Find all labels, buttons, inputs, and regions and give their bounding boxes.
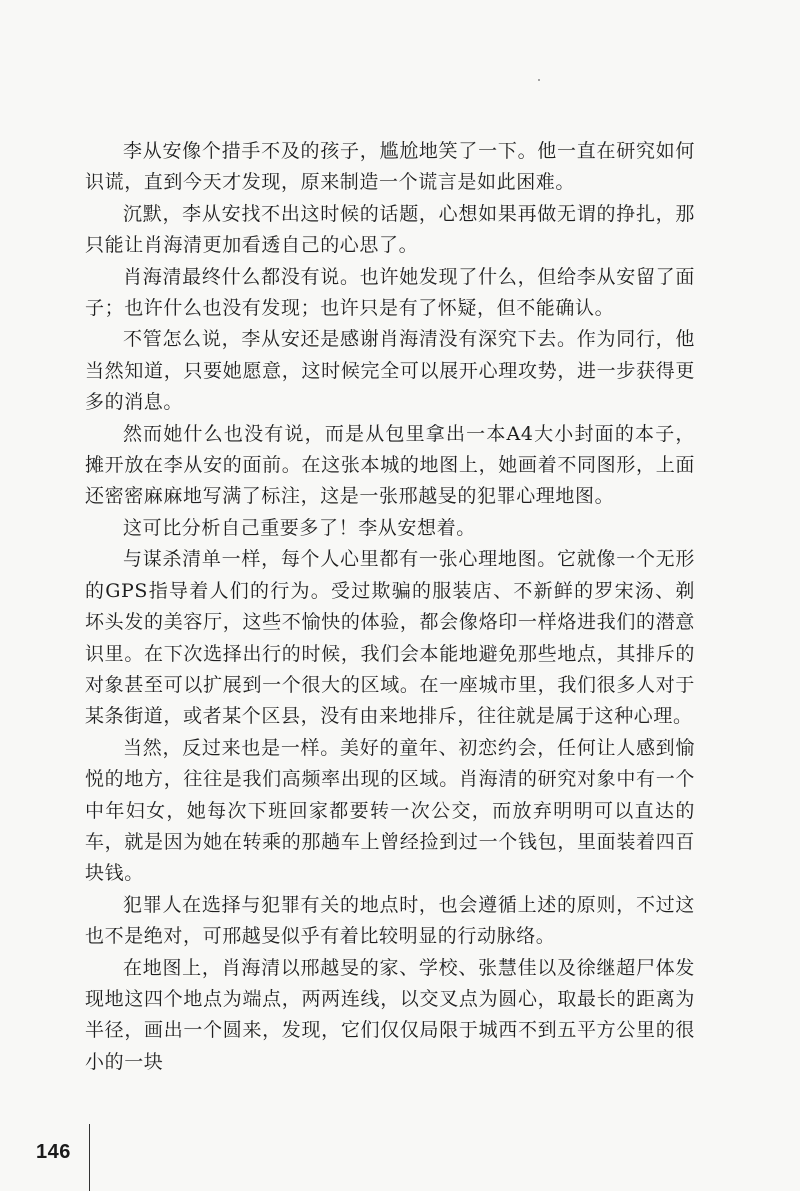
paragraph-2: 沉默，李从安找不出这时候的话题，心想如果再做无谓的挣扎，那只能让肖海清更加看透自己的心思了。 <box>85 202 695 257</box>
paragraph-6: 这可比分析自己重要多了！李从安想着。 <box>123 516 476 539</box>
paragraph-4: 不管怎么说，李从安还是感谢肖海清没有深究下去。作为同行，他当然知道，只要她愿意，这时候完全可以展开心理攻势，进一步获得更多的消息。 <box>85 328 695 414</box>
paragraph-5: 然而她什么也没有说，而是从包里拿出一本A4大小封面的本子，摊开放在李从安的面前。在这张本城的地图上，她画着不同图形，上面还密密麻麻地写满了标注，这是一张邢越旻的犯罪心理地图。 <box>85 422 695 508</box>
paragraph-7: 与谋杀清单一样，每个人心里都有一张心理地图。它就像一个无形的GPS指导着人们的行为。受过欺骗的服装店、不新鲜的罗宋汤、剃坏头发的美容厅，这些不愉快的体验，都会像烙印一样烙进我们的潜意识里。在下次选择出行的时候，我们会本能地避免那些地点，其排斥的对象甚至可以扩展到一个很大的区域。在一座城市里，我们很多人对于某条街道，或者某个区县，没有由来地排斥，往往就是属于这种心理。 <box>85 548 695 728</box>
page-number: 146 <box>36 1141 71 1163</box>
scan-speck <box>538 79 540 81</box>
body-text <box>85 136 695 1078</box>
paragraph-10: 在地图上，肖海清以邢越旻的家、学校、张慧佳以及徐继超尸体发现地这四个地点为端点，两两连线，以交叉点为圆心，取最长的距离为半径，画出一个圆来，发现，它们仅仅局限于城西不到五平方公里的很小的一块 <box>85 956 695 1073</box>
paragraph-8: 当然，反过来也是一样。美好的童年、初恋约会，任何让人感到愉悦的地方，往往是我们高频率出现的区域。肖海清的研究对象中有一个中年妇女，她每次下班回家都要转一次公交，而放弃明明可以直达的车，就是因为她在转乘的那趟车上曾经捡到过一个钱包，里面装着四百块钱。 <box>85 736 695 885</box>
margin-rule <box>89 1124 90 1191</box>
paragraph-9: 犯罪人在选择与犯罪有关的地点时，也会遵循上述的原则，不过这也不是绝对，可邢越旻似乎有着比较明显的行动脉络。 <box>85 893 695 948</box>
paragraph-3: 肖海清最终什么都没有说。也许她发现了什么，但给李从安留了面子；也许什么也没有发现；也许只是有了怀疑，但不能确认。 <box>85 265 695 320</box>
paragraph-1: 李从安像个措手不及的孩子，尴尬地笑了一下。他一直在研究如何识谎，直到今天才发现，原来制造一个谎言是如此困难。 <box>85 140 695 194</box>
